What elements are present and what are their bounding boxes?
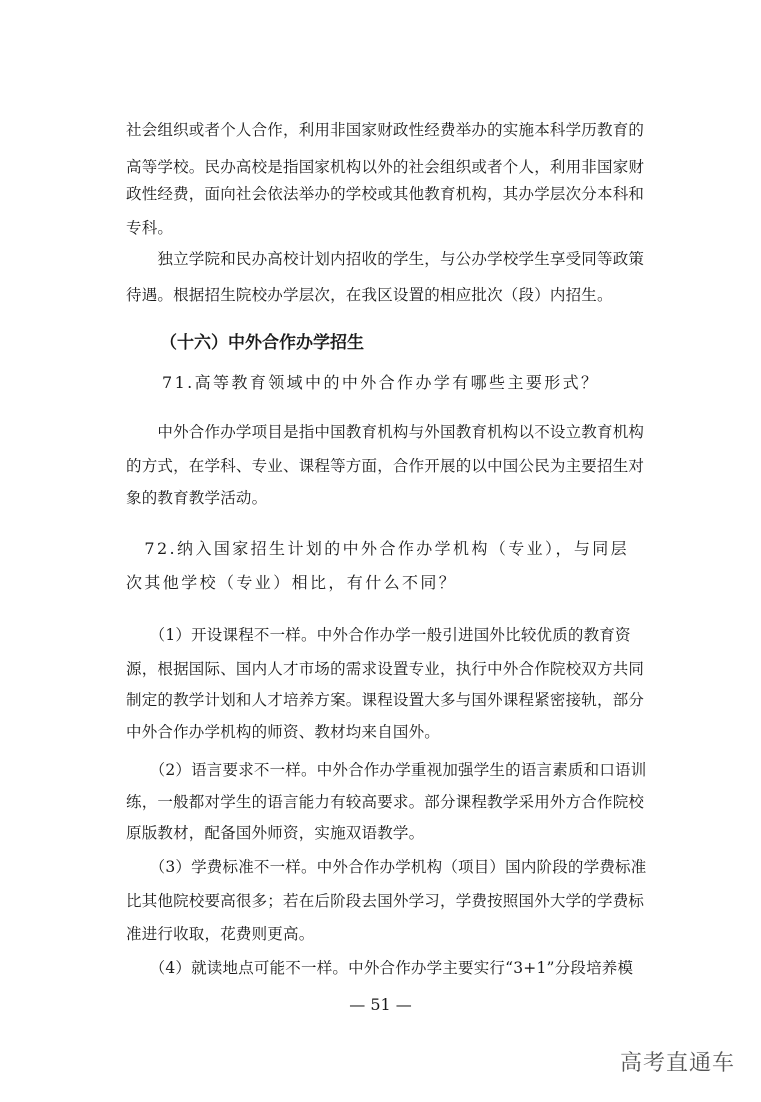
answer-72-line: 源，根据国际、国内人才市场的需求设置专业，执行中外合作院校双方共同 [126, 660, 645, 678]
answer-72-line: （3）学费标准不一样。中外合作办学机构（项目）国内阶段的学费标准 [126, 858, 647, 876]
answer-71-line: 象的教育教学活动。 [126, 489, 268, 507]
answer-72-line: （4）就读地点可能不一样。中外合作办学主要实行“3+1”分段培养模 [126, 959, 634, 977]
answer-72-line: （1）开设课程不一样。中外合作办学一般引进国外比较优质的教育资 [126, 626, 631, 644]
intro-line: 待遇。根据招生院校办学层次，在我区设置的相应批次（段）内招生。 [126, 286, 613, 304]
question-72-line: 72.纳入国家招生计划的中外合作办学机构（专业），与同层 [126, 539, 630, 558]
watermark-text: 高考直通车 [619, 1051, 735, 1076]
intro-line: 独立学院和民办高校计划内招收的学生，与公办学校学生享受同等政策 [126, 250, 645, 268]
question-71: 71.高等教育领域中的中外合作办学有哪些主要形式？ [162, 373, 600, 392]
intro-line: 高等学校。民办高校是指国家机构以外的社会组织或者个人，利用非国家财 [126, 158, 645, 176]
page-number: — 51 — [349, 995, 412, 1014]
answer-72-line: 中外合作办学机构的师资、教材均来自国外。 [126, 723, 441, 741]
intro-line: 专科。 [126, 219, 174, 237]
intro-line: 政性经费，面向社会依法举办的学校或其他教育机构，其办学层次分本科和 [126, 185, 645, 203]
answer-72-line: 比其他院校要高很多；若在后阶段去国外学习，学费按照国外大学的学费标 [126, 892, 645, 910]
answer-72-line: 制定的教学计划和人才培养方案。课程设置大多与国外课程紧密接轨，部分 [126, 691, 645, 709]
answer-72-line: 准进行收取，花费则更高。 [126, 925, 315, 943]
answer-72-line: 练，一般都对学生的语言能力有较高要求。部分课程教学采用外方合作院校 [126, 793, 645, 811]
question-72-line: 次其他学校（专业）相比，有什么不同？ [126, 573, 458, 592]
answer-72-line: （2）语言要求不一样。中外合作办学重视加强学生的语言素质和口语训 [126, 761, 647, 779]
section-heading: （十六）中外合作办学招生 [160, 333, 364, 353]
answer-72-line: 原版教材，配备国外师资，实施双语教学。 [126, 824, 425, 842]
answer-71-line: 中外合作办学项目是指中国教育机构与外国教育机构以不设立教育机构 [126, 423, 645, 441]
intro-line: 社会组织或者个人合作，利用非国家财政性经费举办的实施本科学历教育的 [126, 121, 645, 139]
answer-71-line: 的方式，在学科、专业、课程等方面，合作开展的以中国公民为主要招生对 [126, 457, 645, 475]
